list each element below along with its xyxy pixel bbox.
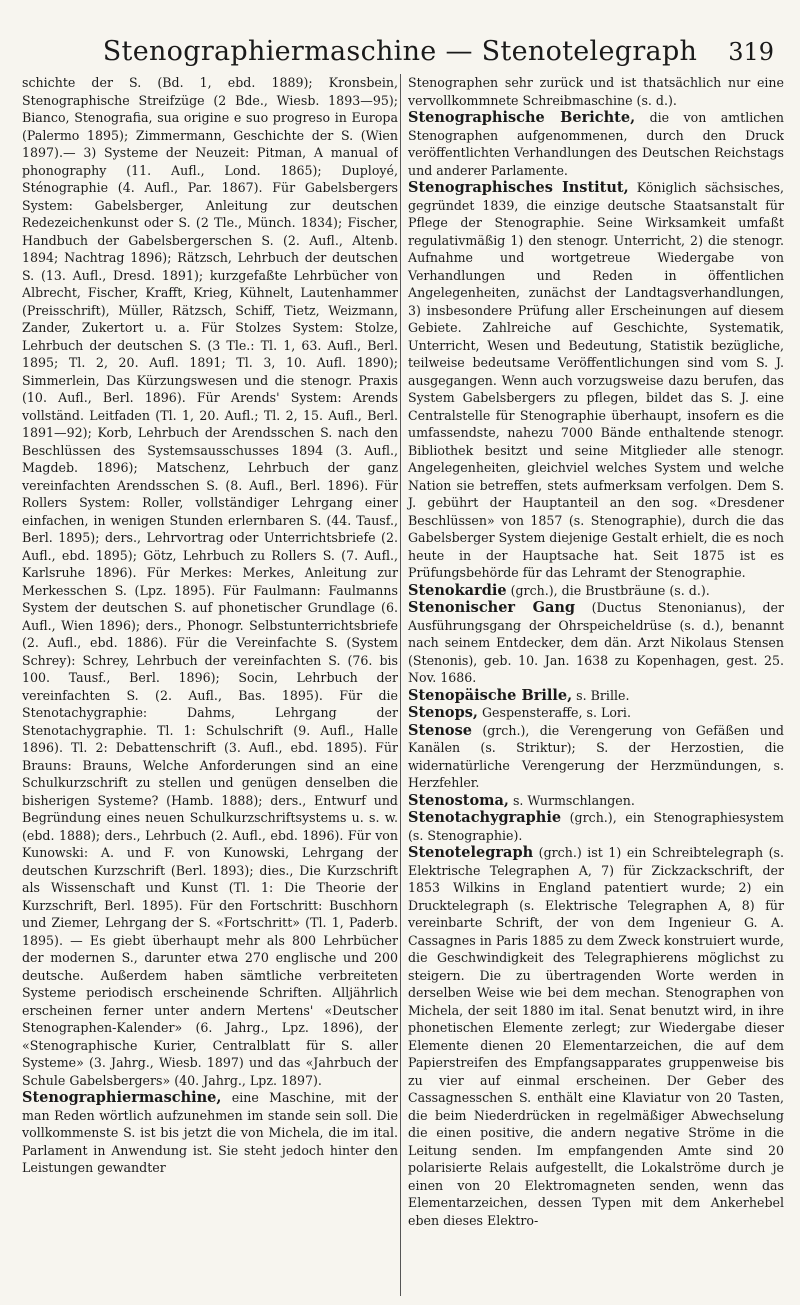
entry-stenonischer-gang [408, 599, 784, 687]
entry-lemma: Stenographische Berichte, [408, 109, 636, 126]
entry-stenographische-berichte [408, 109, 784, 179]
entry-lemma: Stenotachygraphie [408, 809, 562, 826]
entry-text: (grch.) ist 1) ein Schreibtelegraph (s. Elektrische Telegraphen A, 7) für Zickzackschrift, der 1853 Wilkins in England patentiert wurde; 2) ein Drucktelegraph (s. Elektrische Telegraphen A, 8) für vereinbarte Schrift, der von dem Ingenieur G. A. Cassagnes in Paris 1885 zu dem Zweck konstruiert wurde, die Geschwindigkeit des Telegraphierens möglichst zu steigern. Die zu übertragenden Worte werden in derselben Weise wie bei dem mechan. Stenographen von Michela, der seit 1880 im ital. Senat benutzt wird, in ihre phonetischen Elemente zerlegt; zur Wiedergabe dieser Elemente dienen 20 Elementarzeichen, die auf dem Papierstreifen des Empfangsapparates gruppenweise bis zu vier auf einmal erscheinen. Der Geber des Cassagnesschen S. enthält eine Klaviatur von 20 Tasten, die beim Niederdrücken in regelmäßiger Abwechselung die einen positive, die andern negative Ströme in die Leitung senden. Im empfangenden Amte sind 20 polarisierte Relais aufgestellt, die Lokalströme durch je einen von 20 Elektromagneten senden, wenn das Elementarzeichen, dessen Typen mit dem Ankerhebel eben dieses Elektro- [408, 845, 784, 1228]
entry-continuation [22, 74, 398, 1089]
entry-stenose [408, 722, 784, 792]
entry-lemma: Stenographisches Institut, [408, 179, 629, 196]
entry-stenotachygraphie [408, 809, 784, 844]
entry-text: eine Maschine, mit der man Reden wörtlich aufzunehmen im stande sein soll. Die vollkommenste S. ist bis jetzt die von Michela, die im ital. Parlament in Anwendung ist. Sie steht jedoch hinter den Leistungen gewandter [22, 1090, 398, 1175]
entry-lemma: Stenotelegraph [408, 844, 534, 861]
entry-stenostoma [408, 792, 784, 810]
entry-stenops [408, 704, 784, 722]
entry-lemma: Stenops, [408, 704, 478, 721]
entry-text: Stenographen sehr zurück und ist thatsächlich nur eine vervollkommnete Schreibmaschine (s. d.). [408, 75, 784, 108]
entry-text: (grch.), die Brustbräune (s. d.). [510, 582, 710, 598]
entry-lemma: Stenostoma, [408, 791, 509, 809]
entry-stenographisches-institut [408, 179, 784, 582]
entry-text: schichte der S. (Bd. 1, ebd. 1889); Kronsbein, Stenographische Streifzüge (2 Bde., Wiesb. 1893—95); Bianco, Stenografia, sua origine e suo progreso in Europa (Palermo 1895); Zimmermann, Geschichte der S. (Wien 1897).— 3) Systeme der Neuzeit: Pitman, A manual of phonography (11. Aufl., Lond. 1865); Duployé, Sténographie (4. Aufl., Par. 1867). Für Gabelsbergers System: Gabelsberger, Anleitung zur deutschen Redezeichenkunst oder S. (2 Tle., Münch. 1834); Fischer, Handbuch der Gabelsbergerschen S. (2. Aufl., Altenb. 1894; Nachtrag 1896); Rätzsch, Lehrbuch der deutschen S. (13. Aufl., Dresd. 1891); kurzgefaßte Lehrbücher von Albrecht, Fischer, Krafft, Krieg, Kühnelt, Lautenhammer (Preisschrift), Müller, Rätzsch, Schiff, Tietz, Weizmann, Zander, Zukertort u. a. Für Stolzes System: Stolze, Lehrbuch der deutschen S. (3 Tle.: Tl. 1, 63. Aufl., Berl. 1895; Tl. 2, 20. Aufl. 1891; Tl. 3, 10. Aufl. 1890); Simmerlein, Das Kürzungswesen und die stenogr. Praxis (10. Aufl., Berl. 1896). Für Arends' System: Arends vollständ. Leitfaden (Tl. 1, 20. Aufl.; Tl. 2, 15. Aufl., Berl. 1891—92); Korb, Lehrbuch der Arendsschen S. nach den Beschlüssen des Systemsausschusses 1894 (3. Aufl., Magdeb. 1896); Matschenz, Lehrbuch der ganz vereinfachten Arendsschen S. (8. Aufl., Berl. 1896). Für Rollers System: Roller, vollständiger Lehrgang einer einfachen, in wenigen Stunden erlernbaren S. (44. Tausf., Berl. 1895); ders., Lehrvortrag oder Unterrichtsbriefe (2. Aufl., ebd. 1895); Götz, Lehrbuch zu Rollers S. (7. Aufl., Karlsruhe 1896). Für Merkes: Merkes, Anleitung zur Merkesschen S. (Lpz. 1895). Für Faulmann: Faulmanns System der deutschen S. auf phonetischer Grundlage (6. Aufl., Wien 1896); ders., Phonogr. Selbstunterrichtsbriefe (2. Aufl., ebd. 1886). Für die Vereinfachte S. (System Schrey): Schrey, Lehrbuch der vereinfachten S. (76. bis 100. Tausf., Berl. 1896); Socin, Lehrbuch der vereinfachten S. (2. Aufl., Bas. 1895). Für die Stenotachygraphie: Dahms, Lehrgang der Stenotachygraphie. Tl. 1: Schulschrift (9. Aufl., Halle 1896). Tl. 2: Debattenschrift (3. Aufl., ebd. 1895). Für Brauns: Brauns, Welche Anforderungen sind an eine Schulkurzschrift zu stellen und genügen denselben die bisherigen Systeme? (Hamb. 1888); ders., Entwurf und Begründung eines neuen Schulkurzschriftsystems u. s. w. (ebd. 1888); ders., Lehrbuch (2. Aufl., ebd. 1896). Für von Kunowski: A. und F. von Kunowski, Lehrgang der deutschen Kurzschrift (Berl. 1893); dies., Die Kurzschrift als Wissenschaft und Kunst (Tl. 1: Die Theorie der Kurzschrift, Berl. 1895). Für den Fortschritt: Buschhorn und Ziemer, Lehrgang der S. «Fortschritt» (Tl. 1, Paderb. 1895). — Es giebt überhaupt mehr als 800 Lehrbücher der modernen S., darunter etwa 270 englische und 200 deutsche. Außerdem haben sämtliche verbreiteten Systeme periodisch erscheinende Schriften. Alljährlich erscheinen ferner unter andern Mertens' «Deutscher Stenographen-Kalender» (6. Jahrg., Lpz. 1896), der «Stenographische Kurier, Centralblatt für S. aller Systeme» (3. Jahrg., Wiesb. 1897) und das «Jahrbuch der Schule Gabelsbergers» (40. Jahrg., Lpz. 1897). [22, 75, 398, 1088]
entry-text: s. Wurmschlangen. [512, 792, 635, 808]
entry-text: (grch.), ein Stenographiesystem (s. Stenographie). [408, 810, 784, 843]
entry-lemma: Stenokardie [408, 581, 507, 599]
right-column [400, 74, 784, 1296]
entry-stenokardie [408, 582, 784, 600]
entry-stenotelegraph [408, 844, 784, 1229]
entry-text: Gespensteraffe, s. Lori. [481, 705, 631, 720]
entry-stenographiermaschine [22, 1089, 398, 1177]
page-number: 319 [728, 38, 774, 66]
entry-lemma: Stenographiermaschine, [22, 1089, 222, 1106]
entry-stenopaeische-brille [408, 687, 784, 705]
entry-lemma: Stenonischer Gang [408, 599, 576, 616]
left-column [22, 74, 398, 1296]
entry-continuation [408, 74, 784, 109]
entry-text: (Ductus Stenonianus), der Ausführungsgang der Ohrspeicheldrüse (s. d.), benannt nach seinem Entdecker, dem dän. Arzt Nikolaus Stensen (Stenonis), geb. 10. Jan. 1638 zu Kopenhagen, gest. 25. Nov. 1686. [408, 600, 784, 685]
entry-text: (grch.), die Verengerung von Gefäßen und Kanälen (s. Striktur); S. der Herzostien, die widernatürliche Verengerung der Herzmündungen, s. Herzfehler. [408, 722, 784, 790]
entry-text: s. Brille. [576, 687, 630, 703]
running-head [20, 36, 780, 72]
running-title: Stenographiermaschine — Stenotelegraph [102, 36, 698, 67]
entry-lemma: Stenose [408, 721, 472, 739]
entry-text: die von amtlichen Stenographen aufgenommenen, durch den Druck veröffentlichten Verhandlungen des Deutschen Reichstags und anderer Parlamente. [408, 110, 784, 178]
entry-text: Königlich sächsisches, gegründet 1839, die einzige deutsche Staatsanstalt für Pflege der Stenographie. Seine Wirksamkeit umfaßt regulativmäßig 1) den stenogr. Unterricht, 2) die stenogr. Aufnahme und wortgetreue Wiedergabe von Verhandlungen und Reden in öffentlichen Angelegenheiten, zunächst der Landtagsverhandlungen, 3) insbesondere Prüfung aller Erscheinungen auf diesem Gebiete. Zahlreiche auf Geschichte, Systematik, Unterricht, Wesen und Bedeutung, Statistik bezügliche, teilweise bedeutsame Veröffentlichungen sind vom S. J. ausgegangen. Wenn auch vorzugsweise dazu berufen, das System Gabelsbergers zu pflegen, bildet das S. J. eine Centralstelle für Stenographie überhaupt, insofern es die umfassendste, nahezu 7000 Bände enthaltende stenogr. Bibliothek besitzt und seine Mitglieder alle stenogr. Angelegenheiten, gleichviel welches System und welche Nation sie betreffen, stets aufmerksam verfolgen. Dem S. J. gebührt der Hauptanteil an den sog. «Dresdener Beschlüssen» von 1857 (s. Stenographie), durch die das Gabelsberger System diejenige Gestalt erhielt, die es noch heute in der Hauptsache hat. Seit 1875 ist es Prüfungsbehörde für das Lehramt der Stenographie. [408, 180, 784, 580]
text-columns [22, 74, 784, 1296]
entry-lemma: Stenopäische Brille, [408, 686, 573, 704]
